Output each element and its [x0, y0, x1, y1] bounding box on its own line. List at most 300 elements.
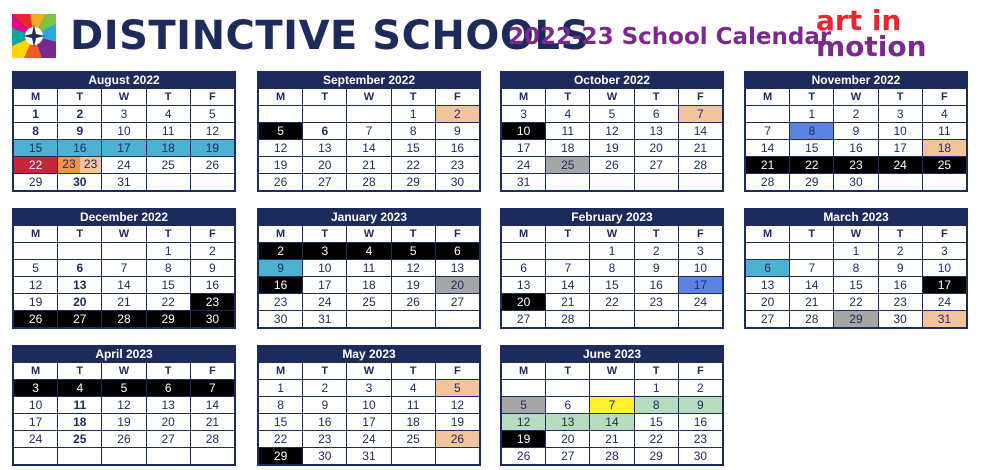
day-cell: 28 [746, 174, 790, 191]
day-cell: 8 [790, 123, 834, 140]
day-cell: 12 [590, 123, 634, 140]
day-cell [546, 174, 590, 191]
day-cell: 14 [546, 277, 590, 294]
week-row [502, 140, 723, 157]
day-cell [391, 311, 435, 328]
weekday-header: F [435, 363, 479, 380]
day-cell: 9 [58, 123, 102, 140]
week-row [502, 106, 723, 123]
day-cell [435, 448, 479, 465]
month-title: May 2023 [258, 346, 480, 362]
week-row [746, 106, 967, 123]
day-cell: 13 [146, 397, 190, 414]
day-cell: 20 [303, 157, 347, 174]
week-row [259, 397, 480, 414]
day-cell [590, 380, 634, 397]
day-cell: 14 [102, 277, 146, 294]
day-cell: 2 [190, 243, 234, 260]
calendar-title: 2022-23 School Calendar [508, 24, 832, 50]
day-cell: 8 [259, 397, 303, 414]
day-cell: 22 [590, 294, 634, 311]
day-cell [678, 174, 722, 191]
day-cell: 21 [678, 140, 722, 157]
day-cell: 15 [391, 140, 435, 157]
day-cell: 17 [878, 140, 922, 157]
day-cell: 17 [502, 140, 546, 157]
day-cell: 27 [58, 311, 102, 328]
weekday-header: T [878, 89, 922, 106]
weekday-header: W [834, 89, 878, 106]
day-cell: 8 [14, 123, 58, 140]
weekday-header: W [347, 363, 391, 380]
month-table [745, 88, 967, 191]
weekday-header: M [259, 363, 303, 380]
day-cell: 8 [146, 260, 190, 277]
weekday-header: M [259, 226, 303, 243]
weekday-header: T [546, 226, 590, 243]
day-cell: 20 [634, 140, 678, 157]
day-cell: 6 [303, 123, 347, 140]
weekday-header: T [546, 89, 590, 106]
month-title: September 2022 [258, 72, 480, 88]
day-cell: 25 [347, 294, 391, 311]
month-august-2022 [12, 71, 236, 192]
day-cell: 3 [347, 380, 391, 397]
day-cell: 20 [746, 294, 790, 311]
day-cell: 7 [590, 397, 634, 414]
day-cell: 23 [259, 294, 303, 311]
day-cell [102, 243, 146, 260]
day-cell: 27 [502, 311, 546, 328]
day-cell: 26 [102, 431, 146, 448]
day-cell: 4 [391, 380, 435, 397]
weekday-header: W [834, 226, 878, 243]
day-cell [546, 243, 590, 260]
day-cell: 11 [922, 123, 966, 140]
day-cell: 19 [435, 414, 479, 431]
day-cell: 1 [790, 106, 834, 123]
week-row [259, 380, 480, 397]
day-cell: 6 [146, 380, 190, 397]
day-cell: 29 [834, 311, 878, 328]
week-row [502, 243, 723, 260]
day-cell: 20 [146, 414, 190, 431]
day-cell: 10 [102, 123, 146, 140]
day-cell: 6 [634, 106, 678, 123]
day-cell: 28 [347, 174, 391, 191]
day-cell: 10 [502, 123, 546, 140]
day-cell: 7 [190, 380, 234, 397]
day-cell: 10 [14, 397, 58, 414]
month-table [13, 88, 235, 191]
weekday-header: F [922, 226, 966, 243]
day-cell: 9 [634, 260, 678, 277]
day-cell [190, 448, 234, 465]
day-cell: 25 [546, 157, 590, 174]
week-row [14, 311, 235, 328]
weekday-header: M [746, 89, 790, 106]
day-cell [347, 311, 391, 328]
week-row [746, 174, 967, 191]
day-cell: 29 [391, 174, 435, 191]
day-cell: 17 [14, 414, 58, 431]
day-cell [634, 174, 678, 191]
day-cell: 17 [678, 277, 722, 294]
day-cell: 31 [347, 448, 391, 465]
day-cell: 2 [435, 106, 479, 123]
day-cell: 24 [347, 431, 391, 448]
day-cell: 18 [391, 414, 435, 431]
weekday-header: F [190, 226, 234, 243]
day-cell: 3 [303, 243, 347, 260]
day-cell: 11 [391, 397, 435, 414]
week-row [502, 123, 723, 140]
day-cell [14, 243, 58, 260]
day-cell: 19 [102, 414, 146, 431]
day-cell: 10 [303, 260, 347, 277]
day-cell: 1 [590, 243, 634, 260]
week-row [502, 431, 723, 448]
day-cell: 18 [347, 277, 391, 294]
day-cell [58, 243, 102, 260]
month-title: October 2022 [501, 72, 723, 88]
week-row [746, 157, 967, 174]
week-row [746, 277, 967, 294]
day-cell: 16 [190, 277, 234, 294]
day-cell: 12 [502, 414, 546, 431]
day-cell: 23 [303, 431, 347, 448]
week-row [14, 448, 235, 465]
day-cell: 2 [259, 243, 303, 260]
day-cell: 4 [58, 380, 102, 397]
weekday-header: M [502, 363, 546, 380]
day-cell: 5 [259, 123, 303, 140]
day-cell: 13 [634, 123, 678, 140]
day-cell: 9 [878, 260, 922, 277]
day-cell: 1 [14, 106, 58, 123]
day-cell: 28 [546, 311, 590, 328]
day-cell: 17 [102, 140, 146, 157]
day-cell: 1 [146, 243, 190, 260]
day-cell: 24 [14, 431, 58, 448]
week-row [746, 140, 967, 157]
day-cell: 9 [834, 123, 878, 140]
day-cell: 13 [435, 260, 479, 277]
day-cell: 30 [259, 311, 303, 328]
art-in-motion-logo [812, 6, 962, 66]
day-cell [878, 174, 922, 191]
day-cell: 16 [435, 140, 479, 157]
weekday-header: F [435, 89, 479, 106]
day-cell: 8 [590, 260, 634, 277]
day-cell: 24 [678, 294, 722, 311]
week-row [14, 106, 235, 123]
day-cell: 2 [678, 380, 722, 397]
weekday-header: M [259, 89, 303, 106]
day-cell [58, 157, 102, 174]
day-cell: 25 [922, 157, 966, 174]
day-cell: 9 [435, 123, 479, 140]
day-cell: 11 [146, 123, 190, 140]
week-row [259, 260, 480, 277]
weekday-header: T [634, 226, 678, 243]
weekday-header: F [678, 89, 722, 106]
day-cell: 4 [922, 106, 966, 123]
week-row [259, 140, 480, 157]
day-cell: 27 [435, 294, 479, 311]
month-table [13, 362, 235, 465]
day-cell: 19 [190, 140, 234, 157]
day-cell: 5 [391, 243, 435, 260]
day-cell: 22 [790, 157, 834, 174]
weekday-header: T [391, 226, 435, 243]
day-cell [259, 106, 303, 123]
day-cell: 22 [259, 431, 303, 448]
day-cell: 15 [259, 414, 303, 431]
day-cell: 2 [303, 380, 347, 397]
day-cell: 4 [347, 243, 391, 260]
day-cell: 30 [834, 174, 878, 191]
day-cell: 22 [634, 431, 678, 448]
week-row [502, 380, 723, 397]
month-april-2023 [12, 345, 236, 466]
week-row [502, 260, 723, 277]
week-row [259, 294, 480, 311]
week-row [259, 157, 480, 174]
weekday-header: W [347, 89, 391, 106]
weekday-header: W [102, 89, 146, 106]
weekday-header: T [391, 89, 435, 106]
day-cell: 14 [746, 140, 790, 157]
week-row [259, 174, 480, 191]
brand-name: DISTINCTIVE SCHOOLS [70, 13, 590, 59]
day-cell [922, 174, 966, 191]
day-cell: 10 [922, 260, 966, 277]
month-table [258, 225, 480, 328]
day-cell: 9 [678, 397, 722, 414]
day-cell: 5 [435, 380, 479, 397]
week-row [259, 123, 480, 140]
day-cell [146, 174, 190, 191]
day-cell: 14 [590, 414, 634, 431]
day-cell: 15 [790, 140, 834, 157]
month-title: December 2022 [13, 209, 235, 225]
day-cell: 7 [746, 123, 790, 140]
day-cell: 9 [303, 397, 347, 414]
day-cell: 23 [834, 157, 878, 174]
day-cell: 23 [678, 431, 722, 448]
day-cell: 16 [303, 414, 347, 431]
day-cell: 3 [922, 243, 966, 260]
day-cell: 25 [146, 157, 190, 174]
day-cell [590, 311, 634, 328]
day-cell: 21 [590, 431, 634, 448]
day-cell: 12 [435, 397, 479, 414]
day-cell: 27 [146, 431, 190, 448]
week-row [259, 431, 480, 448]
day-cell: 18 [146, 140, 190, 157]
week-row [259, 243, 480, 260]
day-cell: 26 [190, 157, 234, 174]
day-cell: 2 [834, 106, 878, 123]
month-title: February 2023 [501, 209, 723, 225]
day-cell [58, 448, 102, 465]
day-cell: 3 [502, 106, 546, 123]
day-cell: 4 [546, 106, 590, 123]
week-row [746, 311, 967, 328]
day-cell: 12 [190, 123, 234, 140]
weekday-header: T [546, 363, 590, 380]
day-cell: 24 [102, 157, 146, 174]
day-cell: 15 [634, 414, 678, 431]
week-row [259, 311, 480, 328]
week-row [502, 397, 723, 414]
weekday-header: T [303, 363, 347, 380]
month-november-2022 [744, 71, 968, 192]
week-row [259, 106, 480, 123]
day-cell [14, 448, 58, 465]
day-cell: 17 [347, 414, 391, 431]
day-cell [790, 243, 834, 260]
weekday-header: T [146, 363, 190, 380]
month-march-2023 [744, 208, 968, 329]
day-cell: 7 [678, 106, 722, 123]
day-cell: 18 [922, 140, 966, 157]
week-row [746, 123, 967, 140]
day-cell: 28 [678, 157, 722, 174]
day-cell: 10 [678, 260, 722, 277]
week-row [502, 174, 723, 191]
day-cell: 29 [146, 311, 190, 328]
weekday-header: M [502, 226, 546, 243]
weekday-header: T [634, 89, 678, 106]
day-cell: 2 [878, 243, 922, 260]
day-cell [303, 106, 347, 123]
day-cell: 26 [259, 174, 303, 191]
day-cell: 11 [58, 397, 102, 414]
partner-logo-line1: art in [816, 4, 902, 37]
weekday-header: T [634, 363, 678, 380]
day-cell: 28 [590, 448, 634, 465]
day-cell: 23 [190, 294, 234, 311]
day-cell: 2 [58, 106, 102, 123]
week-row [14, 414, 235, 431]
weekday-header: F [190, 363, 234, 380]
month-table [501, 362, 723, 465]
day-cell: 18 [58, 414, 102, 431]
weekday-header: F [190, 89, 234, 106]
weekday-header: T [878, 226, 922, 243]
week-row [14, 397, 235, 414]
month-table [258, 362, 480, 465]
day-cell [435, 311, 479, 328]
month-table [258, 88, 480, 191]
month-title: April 2023 [13, 346, 235, 362]
day-cell: 26 [391, 294, 435, 311]
weekday-header: W [102, 226, 146, 243]
day-cell [546, 380, 590, 397]
day-cell [102, 448, 146, 465]
month-title: March 2023 [745, 209, 967, 225]
day-cell: 10 [878, 123, 922, 140]
day-cell: 11 [546, 123, 590, 140]
day-cell: 28 [190, 431, 234, 448]
day-cell: 17 [303, 277, 347, 294]
day-cell: 31 [303, 311, 347, 328]
day-cell: 22 [834, 294, 878, 311]
week-row [746, 294, 967, 311]
day-cell: 27 [303, 174, 347, 191]
day-cell: 3 [878, 106, 922, 123]
day-cell [190, 174, 234, 191]
day-cell: 16 [259, 277, 303, 294]
day-cell: 11 [347, 260, 391, 277]
day-cell: 5 [502, 397, 546, 414]
day-cell: 23 [878, 294, 922, 311]
day-cell: 9 [259, 260, 303, 277]
week-row [14, 260, 235, 277]
day-cell: 21 [190, 414, 234, 431]
weekday-header: W [102, 363, 146, 380]
day-cell: 6 [546, 397, 590, 414]
day-cell: 16 [678, 414, 722, 431]
day-cell: 30 [190, 311, 234, 328]
day-cell: 23 [435, 157, 479, 174]
month-title: June 2023 [501, 346, 723, 362]
day-cell: 8 [634, 397, 678, 414]
day-cell: 28 [102, 311, 146, 328]
day-cell: 13 [58, 277, 102, 294]
week-row [14, 380, 235, 397]
month-september-2022 [257, 71, 481, 192]
day-cell: 27 [546, 448, 590, 465]
weekday-header: F [922, 89, 966, 106]
day-cell: 22 [146, 294, 190, 311]
week-row [746, 260, 967, 277]
weekday-header: M [502, 89, 546, 106]
day-cell: 31 [922, 311, 966, 328]
day-cell: 24 [878, 157, 922, 174]
day-cell: 15 [14, 140, 58, 157]
day-cell: 1 [834, 243, 878, 260]
week-row [259, 277, 480, 294]
header [0, 0, 1000, 66]
weekday-header: M [14, 89, 58, 106]
week-row [14, 123, 235, 140]
day-cell: 28 [790, 311, 834, 328]
day-cell: 18 [546, 140, 590, 157]
day-cell: 6 [502, 260, 546, 277]
day-cell: 21 [790, 294, 834, 311]
day-cell: 3 [102, 106, 146, 123]
day-cell: 31 [102, 174, 146, 191]
day-cell: 29 [14, 174, 58, 191]
day-cell: 26 [435, 431, 479, 448]
week-row [502, 448, 723, 465]
day-cell: 26 [590, 157, 634, 174]
day-cell: 10 [347, 397, 391, 414]
week-row [502, 414, 723, 431]
weekday-header: T [303, 89, 347, 106]
day-cell: 19 [14, 294, 58, 311]
week-row [502, 277, 723, 294]
day-cell: 30 [435, 174, 479, 191]
day-cell: 27 [634, 157, 678, 174]
month-title: August 2022 [13, 72, 235, 88]
day-cell [746, 106, 790, 123]
month-june-2023 [500, 345, 724, 466]
month-table [501, 225, 723, 328]
